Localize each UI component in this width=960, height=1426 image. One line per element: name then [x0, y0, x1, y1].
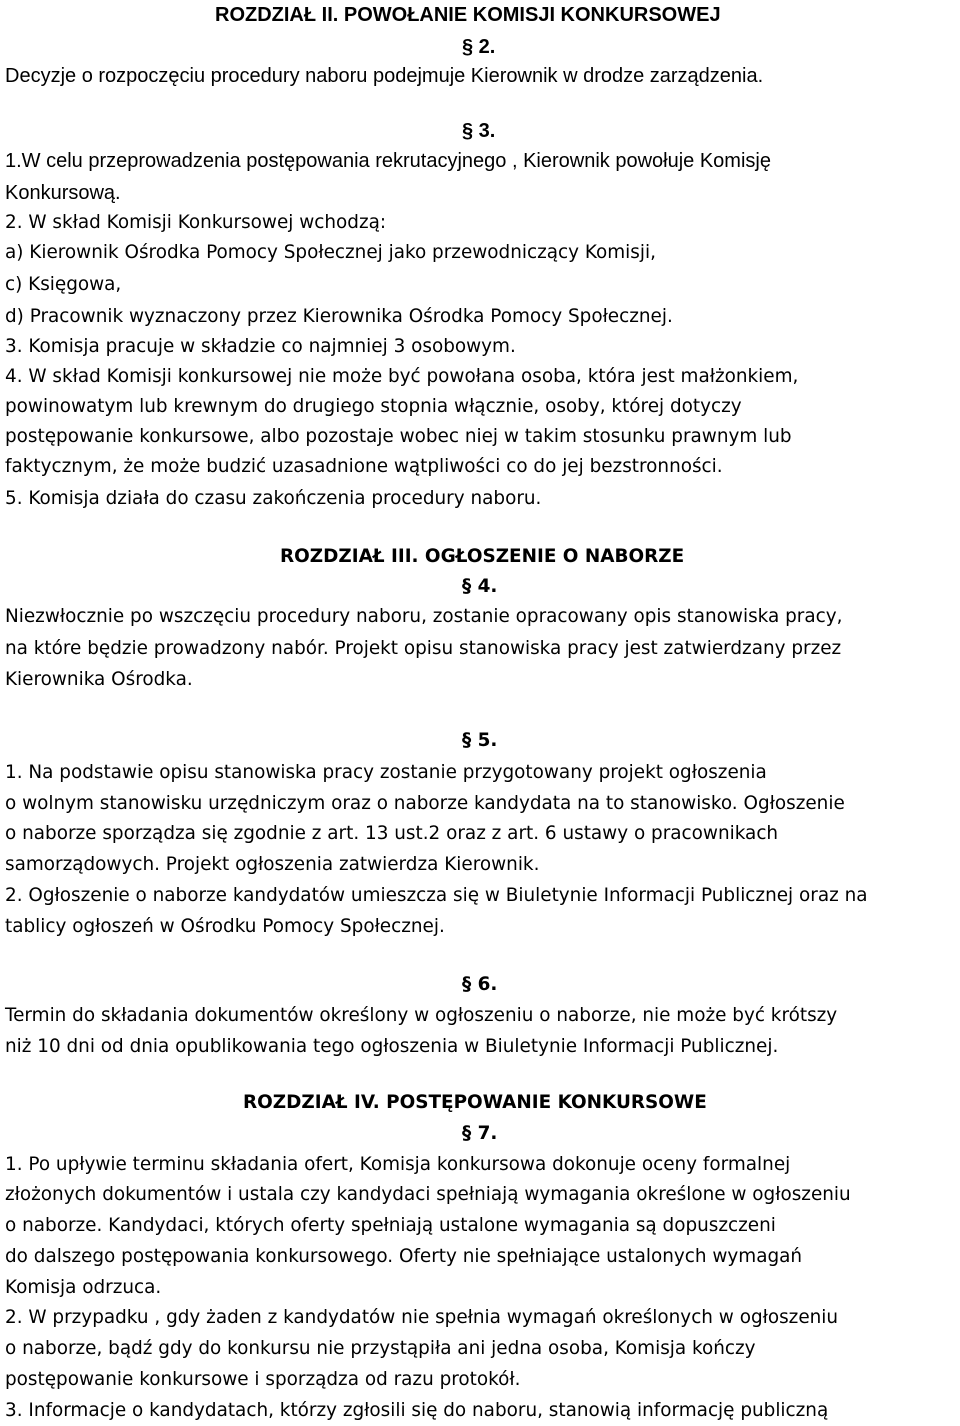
section-3-p4-line2: powinowatym lub krewnym do drugiego stopnia włącznie, osoby, której dotyczy: [5, 396, 742, 417]
section-7-line4: do dalszego postępowania konkursowego. Oferty nie spełniające ustalonych wymagań: [5, 1246, 803, 1267]
section-5-mark: § 5.: [462, 730, 498, 751]
section-5-line4: samorządowych. Projekt ogłoszenia zatwierdza Kierownik.: [5, 854, 540, 875]
section-3-p3: 3. Komisja pracuje w składzie co najmniej 3 osobowym.: [5, 336, 516, 357]
chapter-2-heading: ROZDZIAŁ II. POWOŁANIE KOMISJI KONKURSOWEJ: [215, 4, 721, 26]
section-6-line1: Termin do składania dokumentów określony w ogłoszeniu o naborze, nie może być krótszy: [5, 1005, 838, 1026]
section-7-line2: złożonych dokumentów i ustala czy kandydaci spełniają wymagania określone w ogłoszeniu: [5, 1184, 851, 1205]
section-7-line1: 1. Po upływie terminu składania ofert, Komisja konkursowa dokonuje oceny formalnej: [5, 1154, 791, 1175]
section-7-line6: 2. W przypadku , gdy żaden z kandydatów nie spełnia wymagań określonych w ogłoszeniu: [5, 1307, 839, 1328]
section-5-line3: o naborze sporządza się zgodnie z art. 13 ust.2 oraz z art. 6 ustawy o pracownikach: [5, 823, 779, 844]
section-7-line8: postępowanie konkursowe i sporządza od razu protokół.: [5, 1369, 521, 1390]
section-2-text: Decyzje o rozpoczęciu procedury naboru podejmuje Kierownik w drodze zarządzenia.: [5, 65, 764, 87]
section-5-line6: tablicy ogłoszeń w Ośrodku Pomocy Społecznej.: [5, 916, 445, 937]
section-3-p4-line4: faktycznym, że może budzić uzasadnione wątpliwości co do jej bezstronności.: [5, 456, 723, 477]
section-3-p1-line2: Konkursową.: [5, 182, 121, 204]
section-3-p2: 2. W skład Komisji Konkursowej wchodzą:: [5, 212, 387, 233]
section-4-mark: § 4.: [462, 576, 498, 597]
section-7-line3: o naborze. Kandydaci, których oferty spełniają ustalone wymagania są dopuszczeni: [5, 1215, 776, 1236]
section-7-line5: Komisja odrzuca.: [5, 1277, 162, 1298]
section-3-mark: § 3.: [462, 120, 496, 142]
section-3-p2c: c) Księgowa,: [5, 274, 122, 295]
section-7-line9: 3. Informacje o kandydatach, którzy zgłosili się do naboru, stanowią informację publiczną: [5, 1400, 829, 1421]
section-3-p5: 5. Komisja działa do czasu zakończenia procedury naboru.: [5, 488, 542, 509]
section-5-line2: o wolnym stanowisku urzędniczym oraz o naborze kandydata na to stanowisko. Ogłoszenie: [5, 793, 845, 814]
section-7-line7: o naborze, bądź gdy do konkursu nie przystąpiła ani jedna osoba, Komisja kończy: [5, 1338, 756, 1359]
section-4-line2: na które będzie prowadzony nabór. Projekt opisu stanowiska pracy jest zatwierdzany przez: [5, 638, 842, 659]
section-2-mark: § 2.: [462, 36, 496, 58]
section-5-line5: 2. Ogłoszenie o naborze kandydatów umieszcza się w Biuletynie Informacji Publicznej oraz na: [5, 885, 868, 906]
section-5-line1: 1. Na podstawie opisu stanowiska pracy zostanie przygotowany projekt ogłoszenia: [5, 762, 767, 783]
chapter-3-heading: ROZDZIAŁ III. OGŁOSZENIE O NABORZE: [280, 546, 685, 567]
section-3-p2d: d) Pracownik wyznaczony przez Kierownika Ośrodka Pomocy Społecznej.: [5, 306, 673, 327]
section-4-line1: Niezwłocznie po wszczęciu procedury naboru, zostanie opracowany opis stanowiska pracy,: [5, 606, 843, 627]
section-6-mark: § 6.: [462, 974, 498, 995]
section-7-mark: § 7.: [462, 1123, 498, 1144]
section-3-p4-line3: postępowanie konkursowe, albo pozostaje wobec niej w takim stosunku prawnym lub: [5, 426, 792, 447]
section-6-line2: niż 10 dni od dnia opublikowania tego ogłoszenia w Biuletynie Informacji Publicznej.: [5, 1036, 779, 1057]
section-3-p4-line1: 4. W skład Komisji konkursowej nie może być powołana osoba, która jest małżonkiem,: [5, 366, 799, 387]
section-3-p1-line1: 1.W celu przeprowadzenia postępowania rekrutacyjnego , Kierownik powołuje Komisję: [5, 150, 771, 172]
section-4-line3: Kierownika Ośrodka.: [5, 669, 193, 690]
section-3-p2a: a) Kierownik Ośrodka Pomocy Społecznej jako przewodniczący Komisji,: [5, 242, 656, 263]
chapter-4-heading: ROZDZIAŁ IV. POSTĘPOWANIE KONKURSOWE: [243, 1092, 707, 1113]
